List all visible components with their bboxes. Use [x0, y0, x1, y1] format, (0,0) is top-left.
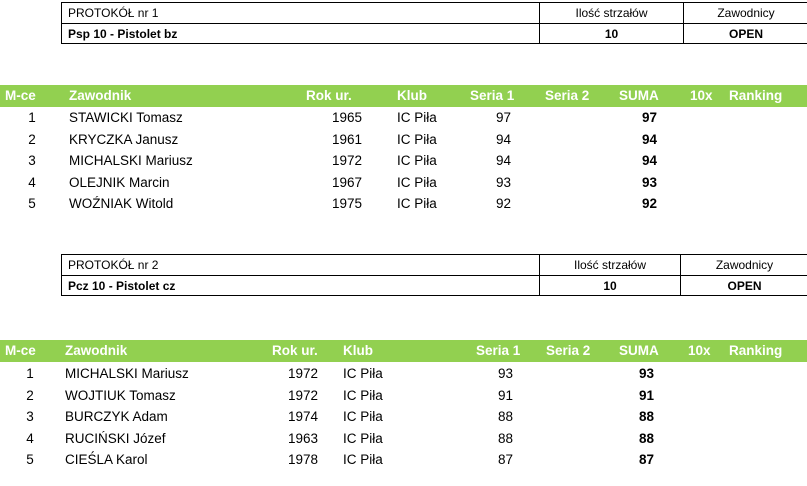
col-ranking: Ranking [729, 88, 783, 103]
col-club: Klub [397, 88, 427, 103]
shots-label: Ilość strzałów [573, 258, 647, 272]
sum: 94 [641, 153, 657, 168]
year: 1967 [331, 174, 362, 190]
shots-value: 10 [603, 279, 617, 293]
col-series1: Seria 1 [476, 343, 521, 358]
protocol-label: PROTOKÓŁ nr 1 [68, 6, 159, 20]
sum: 91 [638, 387, 654, 403]
place: 1 [28, 110, 36, 125]
col-10x: 10x [690, 88, 713, 103]
series1: 91 [497, 387, 513, 403]
name: KRYCZKA Janusz [69, 131, 179, 147]
table-row [0, 107, 807, 129]
table-row [0, 385, 807, 407]
col-club: Klub [343, 343, 373, 358]
place: 1 [26, 366, 34, 381]
place: 4 [26, 430, 34, 446]
series1: 88 [497, 430, 513, 446]
competitors-label: Zawodnicy [715, 258, 774, 272]
sum: 97 [641, 110, 657, 125]
name: OLEJNIK Marcin [69, 174, 170, 190]
protocol-title: Psp 10 - Pistolet bz [68, 27, 178, 41]
competitors-value: OPEN [728, 27, 763, 41]
series1: 94 [495, 153, 511, 168]
name: RUCIŃSKI Józef [65, 430, 166, 446]
club: IC Piła [343, 452, 383, 467]
table-row [0, 363, 807, 385]
club: IC Piła [397, 174, 437, 190]
protocol-box-2 [61, 254, 807, 296]
club: IC Piła [343, 430, 383, 446]
col-sum: SUMA [619, 88, 659, 103]
name: WOŹNIAK Witold [69, 196, 174, 211]
year: 1965 [331, 110, 362, 125]
competitors-value: OPEN [727, 279, 762, 293]
place: 2 [28, 131, 36, 147]
place: 3 [26, 409, 34, 424]
year: 1972 [287, 366, 318, 381]
year: 1963 [287, 430, 318, 446]
results-header-2 [0, 340, 807, 362]
place: 2 [26, 387, 34, 403]
sum: 87 [638, 452, 654, 467]
name: MICHALSKI Mariusz [69, 153, 193, 168]
name: STAWICKI Tomasz [69, 110, 183, 125]
table-row [0, 150, 807, 172]
protocol-box-1 [61, 2, 807, 44]
series1: 93 [495, 174, 511, 190]
table-row [0, 129, 807, 151]
col-year: Rok ur. [306, 88, 352, 103]
protocol-label: PROTOKÓŁ nr 2 [68, 258, 159, 272]
club: IC Piła [343, 409, 383, 424]
competitors-label: Zawodnicy [717, 6, 775, 20]
col-place: M-ce [5, 88, 36, 103]
col-sum: SUMA [619, 343, 659, 358]
col-place: M-ce [5, 343, 36, 358]
year: 1972 [287, 387, 318, 403]
col-name: Zawodnik [65, 343, 128, 358]
name: WOJTIUK Tomasz [65, 387, 176, 403]
protocol-title: Pcz 10 - Pistolet cz [68, 279, 176, 293]
club: IC Piła [343, 366, 383, 381]
col-series2: Seria 2 [545, 88, 590, 103]
series1: 88 [497, 409, 513, 424]
col-series2: Seria 2 [546, 343, 591, 358]
table-row [0, 406, 807, 428]
table-row [0, 449, 807, 471]
year: 1961 [331, 131, 362, 147]
series1: 87 [497, 452, 513, 467]
table-row [0, 172, 807, 194]
col-series1: Seria 1 [470, 88, 515, 103]
name: CIEŚLA Karol [65, 452, 148, 467]
place: 5 [26, 452, 34, 467]
name: BURCZYK Adam [65, 409, 168, 424]
club: IC Piła [397, 110, 437, 125]
col-ranking: Ranking [729, 343, 783, 358]
year: 1978 [287, 452, 318, 467]
col-10x: 10x [688, 343, 711, 358]
col-year: Rok ur. [272, 343, 318, 358]
series1: 92 [495, 196, 511, 211]
series1: 97 [495, 110, 511, 125]
year: 1974 [287, 409, 318, 424]
place: 3 [28, 153, 36, 168]
sum: 94 [641, 131, 657, 147]
club: IC Piła [397, 131, 437, 147]
shots-value: 10 [604, 27, 619, 41]
col-name: Zawodnik [69, 88, 132, 103]
series1: 93 [497, 366, 513, 381]
name: MICHALSKI Mariusz [65, 366, 189, 381]
table-row [0, 193, 807, 215]
results-header-1 [0, 85, 807, 107]
year: 1975 [331, 196, 362, 211]
club: IC Piła [397, 153, 437, 168]
shots-label: Ilość strzałów [575, 6, 648, 20]
year: 1972 [331, 153, 362, 168]
place: 5 [28, 196, 36, 211]
series1: 94 [495, 131, 511, 147]
sum: 93 [641, 174, 657, 190]
sum: 88 [638, 409, 654, 424]
sum: 92 [641, 196, 657, 211]
sum: 88 [638, 430, 654, 446]
club: IC Piła [343, 387, 383, 403]
place: 4 [28, 174, 36, 190]
sum: 93 [638, 366, 654, 381]
club: IC Piła [397, 196, 437, 211]
table-row [0, 428, 807, 450]
